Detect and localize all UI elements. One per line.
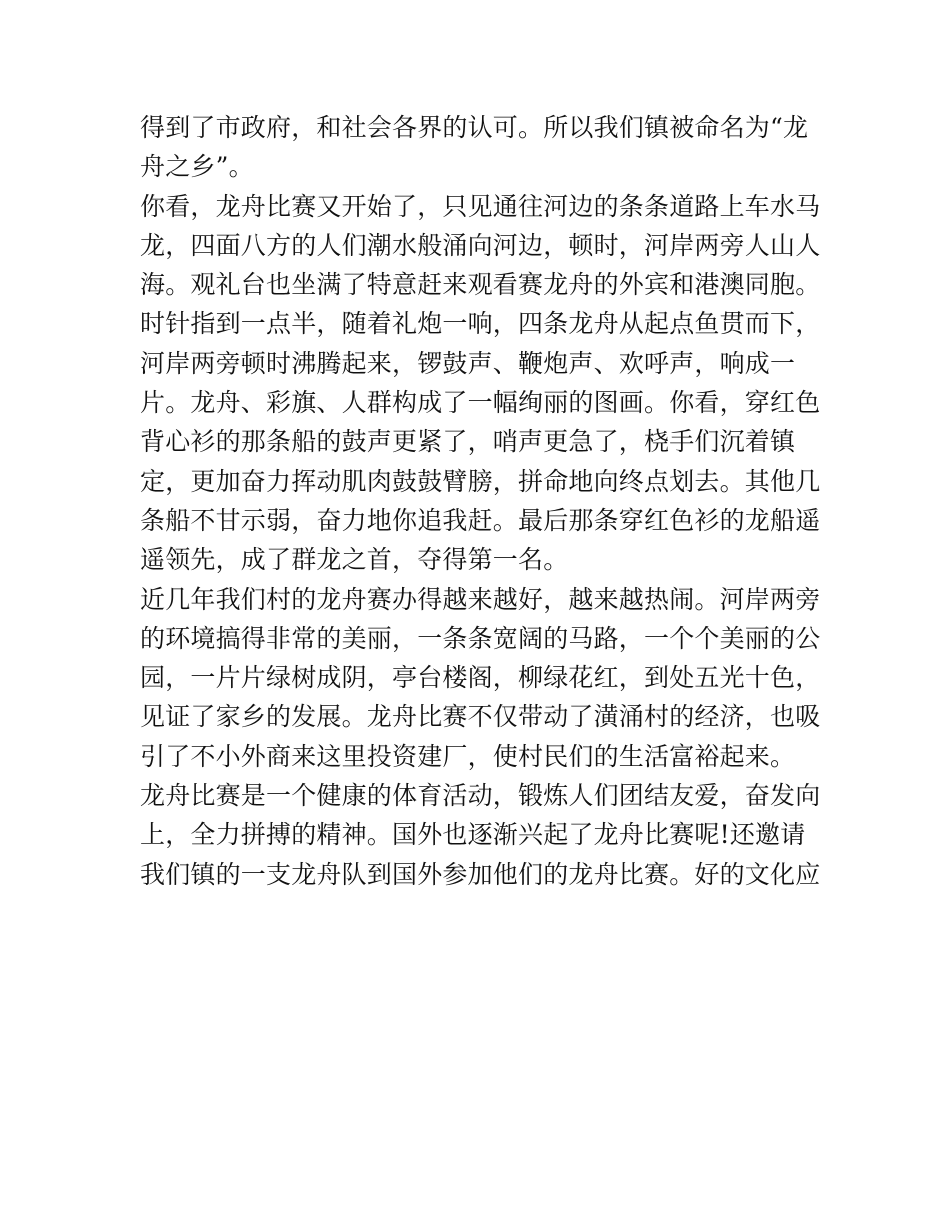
text-line: 片。龙舟、彩旗、人群构成了一幅绚丽的图画。你看，穿红色 bbox=[140, 388, 821, 418]
text-line: 得到了市政府，和社会各界的认可。所以我们镇被命名为“龙 bbox=[140, 113, 809, 142]
text-line: 遥领先，成了群龙之首，夺得第一名。 bbox=[140, 545, 569, 575]
text-line: 我们镇的一支龙舟队到国外参加他们的龙舟比赛。好的文化应 bbox=[140, 859, 821, 889]
text-line: 近几年我们村的龙舟赛办得越来越好，越来越热闹。河岸两旁 bbox=[140, 584, 821, 614]
text-line: 海。观礼台也坐满了特意赶来观看赛龙舟的外宾和港澳同胞。 bbox=[140, 270, 821, 300]
text-line: 龙舟比赛是一个健康的体育活动，锻炼人们团结友爱，奋发向 bbox=[140, 781, 821, 811]
text-line: 时针指到一点半，随着礼炮一响，四条龙舟从起点鱼贯而下， bbox=[140, 309, 821, 339]
text-line: 的环境搞得非常的美丽，一条条宽阔的马路，一个个美丽的公 bbox=[140, 623, 821, 653]
text-line: 定，更加奋力挥动肌肉鼓鼓臂膀，拼命地向终点划去。其他几 bbox=[140, 466, 821, 496]
text-line: 上，全力拼搏的精神。国外也逐渐兴起了龙舟比赛呢!还邀请 bbox=[140, 820, 806, 850]
text-line: 你看，龙舟比赛又开始了，只见通往河边的条条道路上车水马 bbox=[140, 191, 821, 221]
text-line: 园，一片片绿树成阴，亭台楼阁，柳绿花红，到处五光十色， bbox=[140, 663, 821, 693]
text-line: 舟之乡”。 bbox=[140, 152, 254, 182]
document-body bbox=[140, 108, 821, 894]
text-line: 见证了家乡的发展。龙舟比赛不仅带动了潢涌村的经济，也吸 bbox=[140, 702, 821, 732]
text-line: 龙，四面八方的人们潮水般涌向河边，顿时，河岸两旁人山人 bbox=[140, 230, 821, 260]
text-line: 背心衫的那条船的鼓声更紧了，哨声更急了，桡手们沉着镇 bbox=[140, 427, 796, 457]
text-line: 河岸两旁顿时沸腾起来，锣鼓声、鞭炮声、欢呼声，响成一 bbox=[140, 348, 796, 378]
text-line: 引了不小外商来这里投资建厂，使村民们的生活富裕起来。 bbox=[140, 741, 796, 771]
text-line: 条船不甘示弱，奋力地你追我赶。最后那条穿红色衫的龙船遥 bbox=[140, 505, 821, 535]
